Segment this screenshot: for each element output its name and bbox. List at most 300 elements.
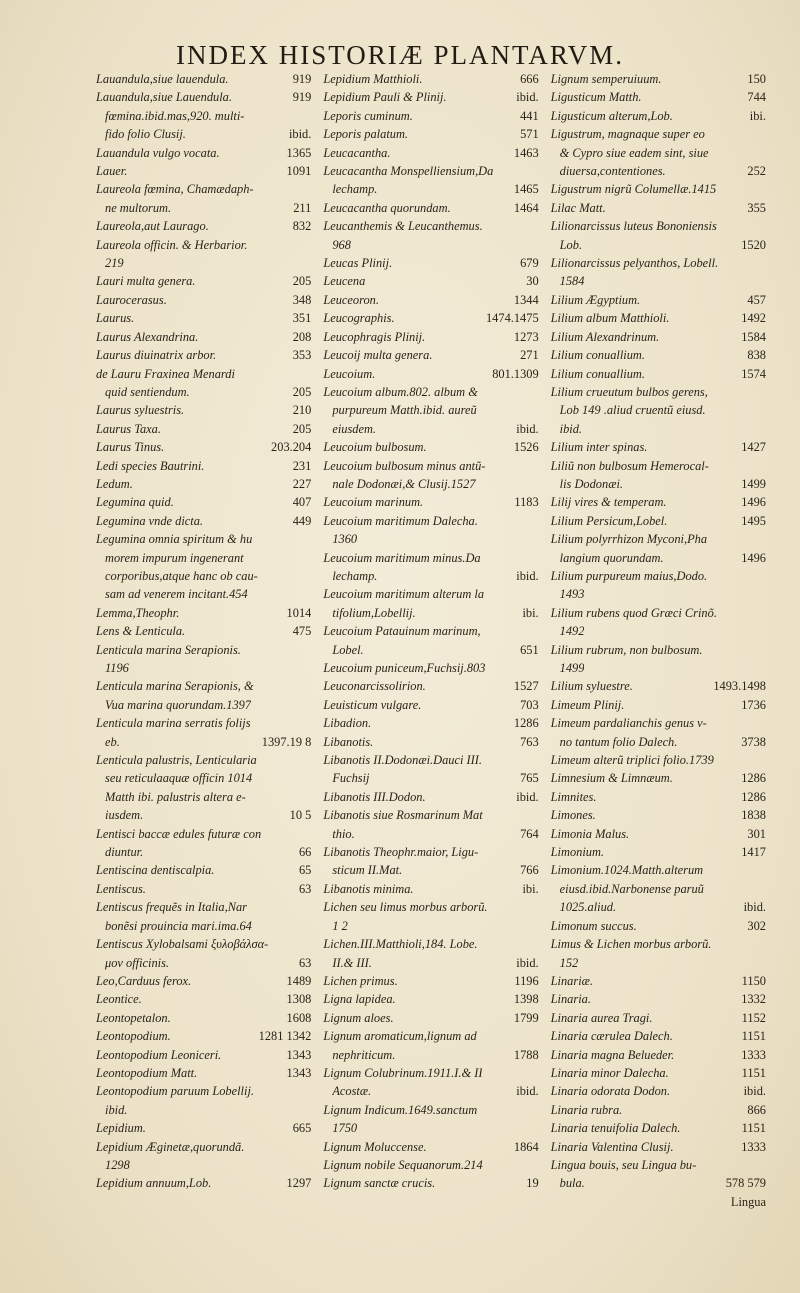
index-entry: [96, 401, 311, 419]
index-entry-line: [96, 990, 311, 1008]
index-entry: [551, 696, 766, 714]
index-entry-line: [96, 1138, 311, 1156]
entry-page-number: [305, 254, 311, 272]
index-entry-line: [323, 990, 538, 1008]
index-entry-line: [551, 549, 766, 567]
index-entry-line: [551, 401, 766, 419]
entry-page-number: 457: [747, 292, 766, 307]
entry-text: Leontopodium Matt.: [96, 1065, 198, 1080]
entry-text: Legumina omnia spiritum & hu: [96, 532, 253, 547]
entry-text: Leucanthemis & Leucanthemus.: [323, 219, 483, 234]
index-entry-line: [323, 144, 538, 162]
index-entry: [323, 457, 538, 494]
index-entry: [551, 88, 766, 106]
index-entry-line: [323, 291, 538, 309]
entry-page-number: ibid.: [288, 127, 312, 142]
entry-text: Lichen seu limus morbus arborũ.: [323, 900, 488, 915]
entry-text: Lepidium annuum,Lob.: [96, 1176, 212, 1191]
index-entry-line: [551, 1193, 766, 1211]
index-columns: [96, 70, 766, 1211]
index-entry-line: [323, 751, 538, 769]
index-entry-line: [96, 328, 311, 346]
entry-text: Linaria aurea Tragi.: [550, 1010, 653, 1025]
entry-text: Leucoium maritimum Dalecha.: [323, 513, 478, 528]
index-entry-line: [96, 696, 311, 714]
entry-text: 1492: [559, 624, 585, 639]
index-entry-line: [323, 401, 538, 419]
entry-text: Lens & Lenticula.: [96, 624, 186, 639]
entry-page-number: 407: [292, 495, 312, 510]
index-entry-line: [323, 254, 538, 272]
entry-text: fido folio Clusij.: [105, 127, 186, 142]
entry-text: 1298: [105, 1157, 130, 1172]
index-entry-line: [96, 438, 311, 456]
index-entry-line: [96, 272, 311, 290]
entry-text: 1196: [105, 661, 129, 675]
entry-page-number: 1365: [286, 145, 312, 160]
entry-page-number: ibid.: [516, 421, 539, 436]
index-entry: [323, 880, 538, 898]
entry-text: Libanotis II.Dodonæi.Dauci III.: [323, 753, 482, 768]
entry-page-number: 866: [747, 1102, 766, 1117]
entry-text: Laurocerasus.: [96, 292, 167, 307]
entry-text: thio.: [332, 826, 355, 841]
index-entry: [551, 1101, 766, 1119]
entry-page-number: 1496: [741, 550, 766, 565]
index-entry-line: [551, 714, 766, 732]
index-entry-line: [96, 549, 311, 567]
entry-text: Lauandula,siue lauendula.: [96, 72, 229, 86]
entry-page-number: 301: [747, 826, 766, 841]
entry-text: Lignum Indicum.1649.sanctum: [323, 1102, 478, 1117]
index-entry-line: [551, 1064, 766, 1082]
entry-page-number: 1343: [286, 1047, 312, 1062]
entry-page-number: [305, 1138, 311, 1156]
entry-page-number: 651: [520, 642, 539, 657]
entry-page-number: [760, 530, 766, 548]
entry-page-number: 1799: [513, 1010, 539, 1025]
entry-text: Leucoium album.802. album &: [323, 384, 478, 399]
entry-text: Linaria tenuifolia Dalech.: [550, 1121, 681, 1136]
index-entry: [323, 217, 538, 254]
index-entry: [96, 1009, 311, 1027]
entry-page-number: 1286: [741, 789, 766, 804]
entry-text: Vua marina quorundam.1397: [105, 697, 252, 712]
entry-text: 1499: [559, 661, 585, 675]
index-entry-line: [323, 788, 538, 806]
entry-page-number: 679: [520, 256, 539, 271]
index-entry-line: [551, 512, 766, 530]
entry-page-number: [760, 604, 766, 622]
entry-page-number: [533, 475, 539, 493]
entry-page-number: [760, 954, 766, 972]
entry-text: ibid.: [559, 421, 583, 436]
entry-page-number: [533, 843, 539, 861]
entry-text: Leo,Carduus ferox.: [96, 973, 192, 988]
entry-page-number: 1864: [513, 1139, 539, 1154]
index-column-1: [96, 70, 311, 1211]
index-entry-line: [323, 843, 538, 861]
entry-text: Lauandula vulgo vocata.: [96, 145, 220, 160]
index-entry-line: [551, 88, 766, 106]
index-entry-line: [551, 788, 766, 806]
index-entry: [323, 990, 538, 1008]
entry-text: Lenticula palustris, Lenticularia: [96, 753, 257, 768]
entry-page-number: 1286: [513, 716, 539, 731]
entry-page-number: 449: [292, 513, 312, 528]
entry-text: iusdem.: [105, 808, 144, 823]
entry-page-number: [305, 567, 311, 585]
entry-text: Lauer.: [96, 164, 128, 179]
index-entry: [96, 144, 311, 162]
entry-page-number: 353: [292, 348, 312, 363]
entry-page-number: 302: [747, 918, 766, 933]
entry-text: Libanotis minima.: [323, 881, 414, 896]
index-entry-line: [551, 475, 766, 493]
entry-text: sam ad venerem incitant.454: [105, 587, 248, 602]
entry-text: Leontopodium.: [96, 1029, 171, 1044]
entry-text: Lignum aloes.: [323, 1010, 394, 1025]
index-entry: [551, 493, 766, 511]
index-entry: [551, 346, 766, 364]
entry-text: II.& III.: [332, 955, 372, 970]
index-entry: [551, 843, 766, 861]
entry-text: Lilium purpureum maius,Dodo.: [550, 568, 708, 583]
index-entry-line: [96, 769, 311, 787]
entry-text: 1360: [332, 532, 358, 547]
entry-page-number: 1474.1475: [485, 311, 539, 326]
entry-page-number: [533, 162, 539, 180]
entry-text: Leporis cuminum.: [323, 108, 413, 123]
index-entry-line: [323, 180, 538, 198]
index-entry: [96, 420, 311, 438]
index-entry-line: [96, 401, 311, 419]
entry-text: Linaria odorata Dodon.: [550, 1084, 671, 1099]
entry-page-number: 1196: [514, 973, 539, 988]
entry-text: Libanotis Theophr.maior, Ligu-: [323, 845, 479, 860]
index-entry-line: [551, 383, 766, 401]
index-entry-line: [323, 954, 538, 972]
index-entry: [323, 935, 538, 972]
index-entry-line: [96, 420, 311, 438]
index-entry-line: [323, 641, 538, 659]
entry-page-number: [533, 1064, 539, 1082]
entry-text: Acostæ.: [332, 1084, 372, 1099]
entry-text: Leuceoron.: [323, 292, 379, 307]
index-entry-line: [96, 383, 311, 401]
entry-page-number: 351: [292, 311, 312, 326]
index-entry-line: [323, 604, 538, 622]
index-entry-line: [551, 272, 766, 290]
index-entry: [96, 604, 311, 622]
index-entry-line: [323, 1009, 538, 1027]
index-entry-line: [323, 272, 538, 290]
index-entry-line: [96, 162, 311, 180]
index-entry: [551, 70, 766, 88]
index-entry: [551, 457, 766, 494]
entry-text: lis Dodonæi.: [559, 476, 623, 491]
index-entry-line: [323, 420, 538, 438]
entry-text: Limnites.: [550, 789, 597, 804]
entry-page-number: [305, 585, 311, 603]
index-entry: [323, 972, 538, 990]
index-entry-line: [323, 972, 538, 990]
index-entry: [323, 1138, 538, 1156]
entry-text: Lilium album Matthioli.: [550, 311, 670, 326]
entry-text: Limnesium & Limnæum.: [550, 771, 673, 786]
index-entry-line: [323, 585, 538, 603]
index-entry: [96, 1064, 311, 1082]
index-entry: [96, 328, 311, 346]
index-entry-line: [96, 346, 311, 364]
entry-text: purpureum Matth.ibid. aureũ: [332, 403, 477, 418]
index-entry-line: [323, 880, 538, 898]
entry-text: Libadion.: [323, 716, 372, 731]
entry-text: tifolium,Lobellij.: [332, 605, 416, 620]
entry-page-number: 1463: [513, 145, 539, 160]
entry-text: Linaria rubra.: [550, 1102, 623, 1117]
entry-text: Lemma,Theophr.: [96, 605, 180, 620]
entry-text: Lilium conuallium.: [550, 348, 645, 363]
index-entry-line: [551, 1119, 766, 1137]
entry-page-number: [305, 1156, 311, 1174]
entry-text: sticum II.Mat.: [332, 863, 403, 878]
entry-text: Lentiscus Xylobalsami ξυλοβάλσα-: [96, 937, 269, 952]
entry-text: lechamp.: [332, 182, 378, 197]
index-entry: [96, 972, 311, 990]
index-entry: [96, 217, 311, 235]
entry-page-number: ibi.: [522, 881, 539, 896]
index-entry-line: [323, 88, 538, 106]
entry-text: Leucacantha.: [323, 145, 391, 160]
index-entry: [551, 365, 766, 383]
index-entry-line: [323, 365, 538, 383]
index-entry: [551, 935, 766, 972]
entry-page-number: [533, 1101, 539, 1119]
index-entry: [551, 677, 766, 695]
entry-text: 968: [332, 237, 351, 252]
index-entry-line: [96, 641, 311, 659]
index-entry: [551, 438, 766, 456]
index-entry: [323, 788, 538, 806]
entry-page-number: [305, 751, 311, 769]
index-entry-line: [96, 751, 311, 769]
index-entry-line: [323, 917, 538, 935]
entry-page-number: [305, 641, 311, 659]
index-entry: [96, 162, 311, 180]
entry-text: Lignum nobile Sequanorum.214: [323, 1157, 483, 1172]
entry-page-number: [760, 935, 766, 953]
index-entry: [323, 512, 538, 549]
entry-page-number: ibid.: [743, 1084, 766, 1099]
entry-page-number: [305, 696, 311, 714]
index-entry-line: [96, 659, 311, 677]
index-entry-line: [551, 328, 766, 346]
index-entry-line: [323, 217, 538, 235]
entry-page-number: [760, 714, 766, 732]
index-entry-line: [323, 659, 538, 677]
index-entry: [96, 236, 311, 273]
entry-page-number: [760, 401, 766, 419]
entry-page-number: 1151: [741, 1121, 766, 1136]
index-entry-line: [323, 457, 538, 475]
entry-page-number: 441: [520, 108, 539, 123]
index-entry: [551, 107, 766, 125]
index-entry-line: [551, 898, 766, 916]
entry-text: Leuisticum vulgare.: [323, 697, 422, 712]
index-entry: [96, 365, 311, 402]
entry-text: 1584: [559, 274, 585, 289]
entry-text: Lignum semperuiuum.: [550, 72, 662, 86]
entry-page-number: [533, 659, 539, 677]
index-column-2: [323, 70, 538, 1211]
index-entry-line: [323, 1064, 538, 1082]
entry-text: Lignum sanctæ crucis.: [323, 1176, 436, 1191]
entry-text: Lilium Alexandrinum.: [550, 329, 660, 344]
index-entry-line: [551, 1174, 766, 1192]
entry-page-number: 252: [747, 164, 766, 179]
index-entry-line: [96, 585, 311, 603]
entry-page-number: [533, 401, 539, 419]
entry-page-number: 66: [298, 845, 312, 860]
index-entry-line: [96, 475, 311, 493]
entry-page-number: [305, 1101, 311, 1119]
entry-text: Ligustrum nigrũ Columellæ.1415: [550, 182, 717, 197]
index-entry-line: [323, 236, 538, 254]
entry-page-number: 1493.1498: [713, 679, 766, 694]
entry-page-number: [533, 1119, 539, 1137]
entry-text: Lilium syluestre.: [550, 679, 633, 694]
entry-page-number: 231: [292, 458, 312, 473]
entry-text: Lilium conuallium.: [550, 366, 645, 381]
index-entry-line: [551, 769, 766, 787]
entry-text: Lilium inter spinas.: [550, 440, 648, 455]
entry-page-number: [760, 641, 766, 659]
index-entry: [551, 180, 766, 198]
entry-page-number: 744: [747, 90, 766, 105]
entry-page-number: [533, 1027, 539, 1045]
index-entry: [323, 70, 538, 88]
index-entry-line: [551, 677, 766, 695]
entry-text: Leucoium.: [323, 366, 376, 381]
index-entry-line: [96, 88, 311, 106]
entry-page-number: 3738: [741, 734, 766, 749]
entry-page-number: [305, 530, 311, 548]
index-entry-line: [96, 1082, 311, 1100]
entry-text: Leucacantha Monspelliensium,Da: [323, 164, 494, 179]
index-entry-line: [551, 162, 766, 180]
index-entry-line: [323, 714, 538, 732]
entry-text: Limonia Malus.: [550, 826, 630, 841]
index-entry-line: [96, 733, 311, 751]
entry-page-number: [533, 530, 539, 548]
entry-page-number: 205: [292, 421, 312, 436]
entry-text: Lauri multa genera.: [96, 274, 196, 289]
index-entry: [551, 1064, 766, 1082]
index-entry-line: [551, 365, 766, 383]
entry-page-number: 65: [298, 863, 312, 878]
index-entry: [323, 383, 538, 438]
index-entry-line: [551, 641, 766, 659]
index-entry: [96, 272, 311, 290]
entry-page-number: [305, 236, 311, 254]
index-entry: [323, 346, 538, 364]
entry-page-number: [760, 751, 766, 769]
index-entry-line: [323, 70, 538, 88]
index-entry-line: [551, 236, 766, 254]
entry-page-number: 348: [292, 292, 312, 307]
index-entry-line: [96, 217, 311, 235]
entry-page-number: 766: [520, 863, 539, 878]
index-entry: [323, 254, 538, 272]
index-entry-line: [551, 1138, 766, 1156]
index-entry-line: [551, 935, 766, 953]
entry-page-number: [760, 420, 766, 438]
entry-text: Limeum Plinij.: [550, 697, 625, 712]
entry-page-number: [305, 107, 311, 125]
index-entry-line: [96, 567, 311, 585]
entry-text: Lignum Moluccense.: [323, 1139, 427, 1154]
entry-text: Lob 149 .aliud cruentũ eiusd.: [559, 403, 706, 418]
index-entry-line: [96, 1027, 311, 1045]
index-entry-line: [551, 1101, 766, 1119]
entry-text: Lepidium Matthioli.: [323, 72, 423, 86]
entry-text: Lilij vires & temperam.: [550, 495, 667, 510]
entry-text: Laureola officin. & Herbarior.: [96, 237, 248, 252]
entry-page-number: [305, 677, 311, 695]
entry-page-number: 208: [292, 329, 312, 344]
index-entry-line: [551, 990, 766, 1008]
entry-text: Lentiscus.: [96, 881, 146, 896]
index-entry: [96, 641, 311, 678]
index-entry-line: [551, 972, 766, 990]
index-entry-line: [551, 917, 766, 935]
entry-text: Lilionarcissus pelyanthos, Lobell.: [550, 256, 719, 271]
index-entry-line: [551, 659, 766, 677]
entry-page-number: [305, 825, 311, 843]
index-entry-line: [96, 604, 311, 622]
entry-text: Laurus diuinatrix arbor.: [96, 348, 217, 363]
index-entry-line: [323, 825, 538, 843]
index-entry-line: [323, 475, 538, 493]
entry-page-number: [305, 549, 311, 567]
entry-text: Leporis palatum.: [323, 127, 409, 142]
index-entry: [551, 512, 766, 530]
entry-text: Laurus Tinus.: [96, 440, 165, 455]
entry-page-number: [760, 272, 766, 290]
entry-text: Lilium crueutum bulbos gerens,: [550, 384, 708, 399]
entry-text: Leuconarcissolirion.: [323, 679, 426, 694]
index-entry: [96, 622, 311, 640]
index-entry-line: [323, 383, 538, 401]
index-entry-line: [323, 769, 538, 787]
index-entry: [551, 217, 766, 254]
index-entry-line: [96, 880, 311, 898]
index-entry-line: [96, 144, 311, 162]
index-entry-line: [323, 696, 538, 714]
entry-page-number: 1397.19 8: [261, 734, 312, 749]
entry-page-number: [305, 659, 311, 677]
entry-page-number: [533, 806, 539, 824]
entry-text: Laurus.: [96, 311, 135, 326]
entry-text: Limonium.: [550, 845, 605, 860]
index-entry-line: [551, 806, 766, 824]
index-entry: [323, 309, 538, 327]
entry-text: eb.: [105, 734, 120, 749]
entry-text: Limeum alterũ triplici folio.1739: [550, 753, 714, 768]
index-entry-line: [323, 328, 538, 346]
entry-text: bula.: [559, 1176, 585, 1191]
